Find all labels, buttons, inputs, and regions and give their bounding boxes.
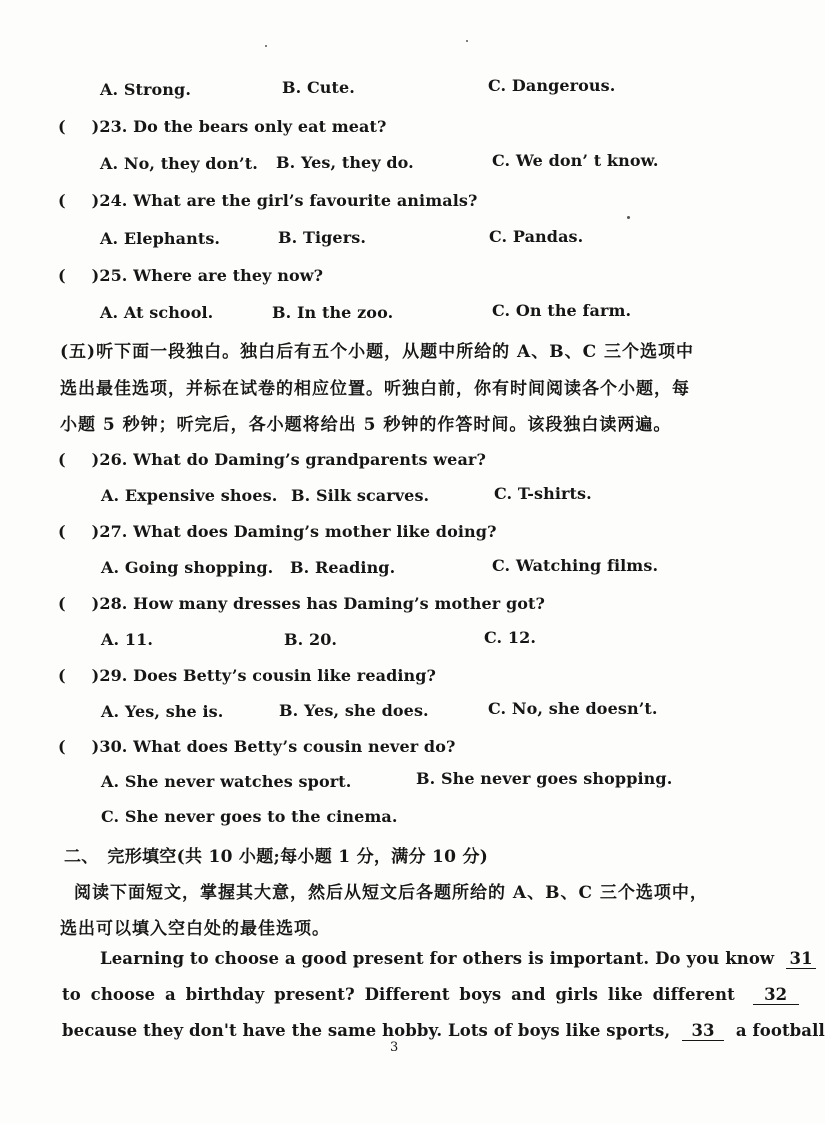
q28-option-c: C. 12. [484,628,537,647]
part-2-instruction-line2: 选出可以填入空白处的最佳选项。 [60,919,330,939]
part-2-heading: 二、 完形填空(共 10 小题;每小题 1 分，满分 10 分) [64,847,489,867]
question-stem: )25. Where are they now? [91,266,324,285]
q30-option-c: C. She never goes to the cinema. [101,807,398,826]
passage-text: because they don't have the same hobby. Lots of boys like sports, [62,1021,671,1040]
passage-line-2 [62,985,799,1005]
q29-option-a: A. Yes, she is. [101,702,224,721]
q27-option-b: B. Reading. [290,558,396,577]
passage-line-1 [100,949,816,969]
question-stem: )26. What do Daming’s grandparents wear? [91,450,486,469]
q24-option-c: C. Pandas. [489,227,584,246]
question-23 [58,117,386,136]
scan-speck [627,216,630,219]
q27-option-a: A. Going shopping. [101,558,274,577]
q22-option-a: A. Strong. [100,80,191,99]
q28-option-b: B. 20. [284,630,338,649]
passage-text: a football [735,1021,825,1040]
scan-speck [466,40,468,42]
answer-paren: ( [58,737,66,756]
answer-paren: ( [58,450,66,469]
passage-text: to choose a birthday present? Different boys and girls like different [62,985,735,1004]
question-30 [58,737,455,756]
blank-32: 32 [753,987,799,1005]
q30-option-b: B. She never goes shopping. [416,769,673,788]
q25-option-a: A. At school. [100,303,214,322]
q24-option-b: B. Tigers. [278,228,367,247]
answer-paren: ( [58,594,66,613]
answer-paren: ( [58,191,66,210]
question-25 [58,266,323,285]
q26-option-a: A. Expensive shoes. [101,486,278,505]
answer-paren: ( [58,117,66,136]
q28-option-a: A. 11. [101,630,153,649]
q23-option-b: B. Yes, they do. [276,153,414,172]
q30-option-a: A. She never watches sport. [101,772,352,791]
q27-option-c: C. Watching films. [492,556,659,575]
blank-31: 31 [786,951,816,969]
q22-option-b: B. Cute. [282,78,355,97]
passage-text: Learning to choose a good present for others is important. Do you know [100,949,775,968]
question-stem: )30. What does Betty’s cousin never do? [91,737,456,756]
question-26 [58,450,486,469]
blank-33: 33 [682,1023,724,1041]
q29-option-b: B. Yes, she does. [279,701,429,720]
answer-paren: ( [58,266,66,285]
question-stem: )24. What are the girl’s favourite animals? [91,191,478,210]
question-stem: )29. Does Betty’s cousin like reading? [91,666,437,685]
answer-paren: ( [58,522,66,541]
passage-line-3 [62,1021,825,1041]
section-5-instruction-line2: 选出最佳选项，并标在试卷的相应位置。听独白前，你有时间阅读各个小题，每 [60,379,690,399]
q25-option-b: B. In the zoo. [272,303,394,322]
part-2-instruction-line1: 阅读下面短文，掌握其大意，然后从短文后各题所给的 A、B、C 三个选项中， [74,883,708,903]
question-29 [58,666,436,685]
question-stem: )27. What does Daming’s mother like doing? [91,522,497,541]
scan-speck [265,45,267,47]
section-5-instruction-line1: (五)听下面一段独白。独白后有五个小题，从题中所给的 A、B、C 三个选项中 [60,342,695,362]
q23-option-a: A. No, they don’t. [100,154,258,173]
q25-option-c: C. On the farm. [492,301,632,320]
q26-option-b: B. Silk scarves. [291,486,430,505]
section-5-instruction-line3: 小题 5 秒钟；听完后，各小题将给出 5 秒钟的作答时间。该段独白读两遍。 [60,415,672,435]
question-stem: )28. How many dresses has Daming’s mother got? [91,594,545,613]
q29-option-c: C. No, she doesn’t. [488,699,658,718]
q24-option-a: A. Elephants. [100,229,221,248]
answer-paren: ( [58,666,66,685]
question-24 [58,191,477,210]
q26-option-c: C. T-shirts. [494,484,592,503]
question-27 [58,522,497,541]
q22-option-c: C. Dangerous. [488,76,616,95]
question-28 [58,594,545,613]
page-number: 3 [390,1040,399,1055]
q23-option-c: C. We don’ t know. [492,151,659,170]
question-stem: )23. Do the bears only eat meat? [91,117,387,136]
